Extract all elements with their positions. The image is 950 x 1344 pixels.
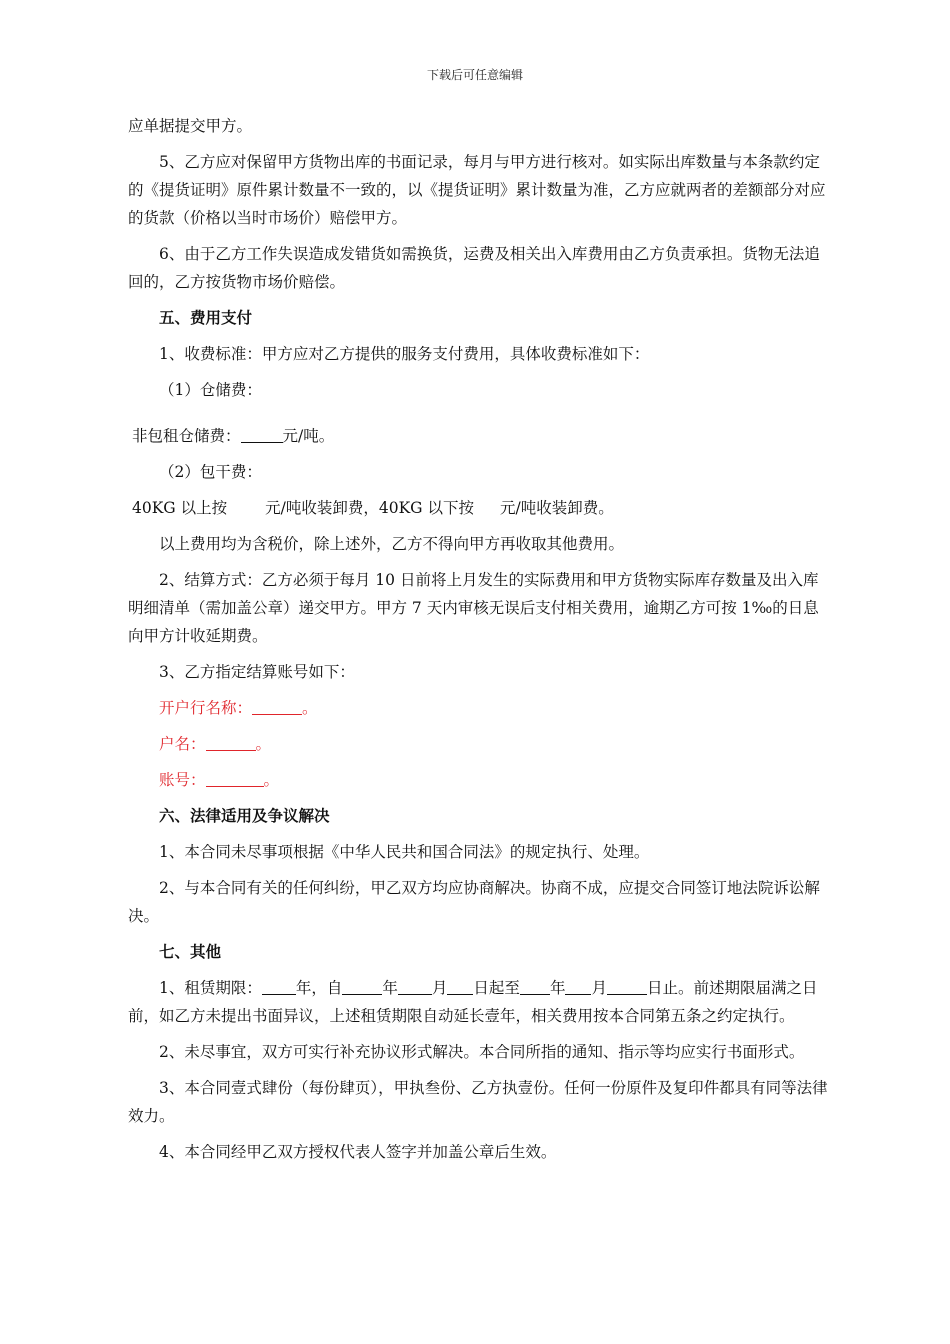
- account-number-line: [128, 766, 828, 794]
- clause-7-2: 2、未尽事宜，双方可实行补充协议形式解决。本合同所指的通知、指示等均应实行书面形式。: [159, 1043, 805, 1061]
- term-text-b: 年，自: [295, 979, 343, 997]
- term-text-h: 日止。前述期限届满之日前，如乙方未提出书面异议，上述租赁期限自动延长壹年，相关费用按本合同第五条之约定执行。: [128, 979, 818, 1025]
- term-text-a: 1、租赁期限：: [159, 979, 262, 997]
- handling-fee-text-2: 元/吨收装卸费，40KG 以下按: [265, 499, 474, 517]
- section-heading-7: 七、其他: [159, 942, 222, 961]
- clause-5-1-storage: （1）仓储费：: [159, 381, 262, 399]
- tax-note: 以上费用均为含税价，除上述外，乙方不得向甲方再收取其他费用。: [159, 535, 625, 553]
- start-day-blank[interactable]: [447, 976, 473, 995]
- term-text-g: 月: [591, 979, 607, 997]
- storage-fee-unit: 元/吨。: [282, 427, 335, 445]
- bank-name-end: 。: [302, 699, 318, 717]
- clause-5-3: 3、乙方指定结算账号如下：: [159, 663, 355, 681]
- storage-fee-label: 非包租仓储费：: [132, 427, 241, 445]
- page-header: 下载后可任意编辑: [426, 68, 523, 82]
- account-name-end: 。: [255, 735, 272, 753]
- start-year-blank[interactable]: [342, 976, 382, 995]
- clause-7-3: 3、本合同壹式肆份（每份肆页），甲执叁份、乙方执壹份。任何一份原件及复印件都具有同等法律效力。: [128, 1079, 828, 1125]
- handling-fee-text-1: 40KG 以上按: [132, 499, 228, 517]
- clause-4-6: 6、由于乙方工作失误造成发错货如需换货，运费及相关出入库费用由乙方负责承担。货物无法追回的，乙方按货物市场价赔偿。: [128, 245, 820, 291]
- clause-5-2: 2、结算方式：乙方必须于每月 10 日前将上月发生的实际费用和甲方货物实际库存数量及出入库明细清单（需加盖公章）递交甲方。甲方 7 天内审核无误后支付相关费用，逾期乙方可按 1‰的日息向甲方计收延期费。: [128, 571, 819, 645]
- account-name-blank[interactable]: [206, 732, 256, 751]
- account-number-end: 。: [263, 771, 280, 789]
- clause-6-1: 1、本合同未尽事项根据《中华人民共和国合同法》的规定执行、处理。: [159, 843, 650, 861]
- end-year-blank[interactable]: [520, 976, 550, 995]
- term-text-f: 年: [549, 979, 566, 997]
- bank-name-line: [128, 694, 828, 722]
- contract-body: [128, 112, 828, 1174]
- end-month-blank[interactable]: [565, 976, 591, 995]
- clause-6-2: 2、与本合同有关的任何纠纷，甲乙双方均应协商解决。协商不成，应提交合同签订地法院诉讼解决。: [128, 879, 820, 925]
- account-name-label: 户名：: [159, 735, 206, 753]
- term-years-blank[interactable]: [262, 976, 296, 995]
- term-text-d: 月: [431, 979, 448, 997]
- handling-fee-line: [128, 494, 828, 522]
- clause-5-1-lumpsum: （2）包干费：: [159, 463, 262, 481]
- handling-fee-text-3: 元/吨收装卸费。: [499, 499, 614, 517]
- clause-4-5: 5、乙方应对保留甲方货物出库的书面记录，每月与甲方进行核对。如实际出库数量与本条款约定的《提货证明》原件累计数量不一致的，以《提货证明》累计数量为准，乙方应就两者的差额部分对应的货款（价格以当时市场价）赔偿甲方。: [128, 153, 826, 227]
- start-month-blank[interactable]: [398, 976, 432, 995]
- storage-fee-line: [128, 422, 828, 450]
- section-heading-5: 五、费用支付: [159, 308, 253, 327]
- clause-5-1: 1、收费标准：甲方应对乙方提供的服务支付费用，具体收费标准如下：: [159, 345, 650, 363]
- clause-7-1: [128, 974, 828, 1030]
- clause-7-4: 4、本合同经甲乙双方授权代表人签字并加盖公章后生效。: [159, 1143, 557, 1161]
- paragraph-continuation: 应单据提交甲方。: [128, 117, 253, 135]
- account-name-line: [128, 730, 828, 758]
- end-day-blank[interactable]: [607, 976, 647, 995]
- bank-name-label: 开户行名称：: [159, 699, 253, 717]
- term-text-c: 年: [382, 979, 398, 997]
- account-number-blank[interactable]: [206, 768, 264, 787]
- bank-name-blank[interactable]: [252, 696, 302, 715]
- term-text-e: 日起至: [473, 979, 520, 997]
- storage-fee-blank[interactable]: [241, 424, 283, 443]
- section-heading-6: 六、法律适用及争议解决: [159, 806, 330, 825]
- account-number-label: 账号：: [159, 771, 206, 789]
